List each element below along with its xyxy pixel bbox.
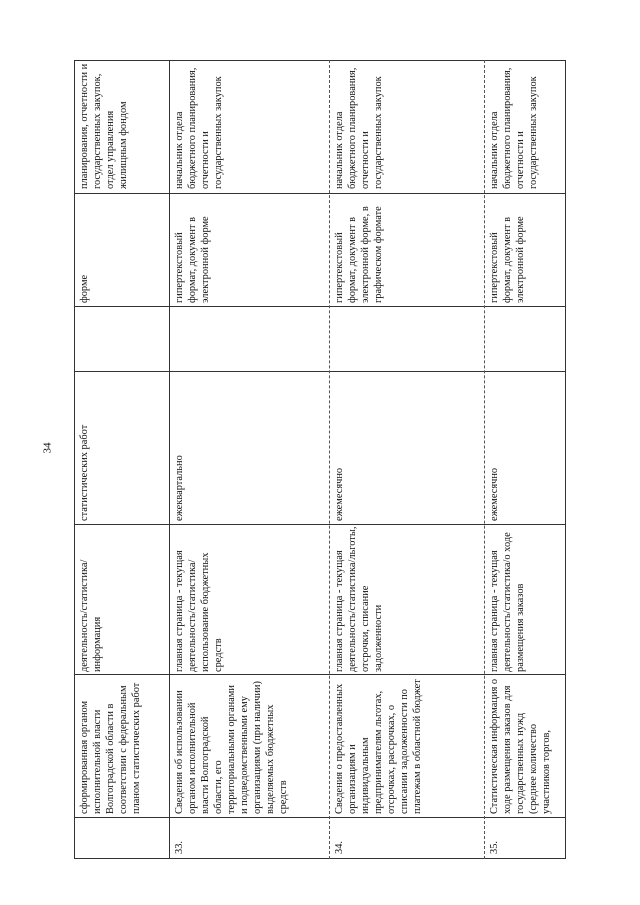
cell-format: гипертекстовый формат, документ в электронной форме, в графическом формате [334,206,384,303]
column-divider [74,371,566,372]
cell-responsible: начальник отдела бюджетного планирования, отчетности и государственных закупок [489,67,539,189]
cell-frequency: статистических работ [79,424,90,521]
cell-frequency: ежеквартально [174,455,185,521]
table-border-top [74,60,566,61]
column-divider [74,524,566,525]
cell-number: 35. [489,841,500,854]
cell-responsible: начальник отдела бюджетного планирования, отчетности и государственных закупок [334,67,384,189]
row-divider [484,60,485,859]
cell-format: гипертекстовый формат, документ в электронной форме [174,216,211,303]
cell-responsible: начальник отдела бюджетного планирования, отчетности и государственных закупок [174,67,224,189]
table-border-left [74,60,75,859]
cell-info: Сведения об использовании органом исполнительной власти Волгоградской области, его территориальными органами и подведомственными ему организациями (при наличии) выделяемых бюджетных средств [174,681,289,814]
cell-location: главная страница - текущая деятельность/статистика/использование бюджетных средств [174,550,224,672]
cell-number: 34. [334,841,345,854]
column-divider [74,306,566,307]
cell-info: сформированная органом исполнительной власти Волгоградской области в соответствии с федеральным планом статистических работ [79,682,142,814]
cell-info: Сведения о предоставленных организациям и индивидуальным предпринимателям льготах, отсрочках, рассрочках, о списании задолженности по платежам в областной бюджет [334,679,423,814]
column-divider [74,817,566,818]
column-divider [74,674,566,675]
table-border-right [565,60,566,859]
rotated-table [74,60,566,859]
cell-location: главная страница - текущая деятельность/статистика/льготы, отсрочки, списание задолженности [334,526,384,672]
page-number: 34 [41,442,53,454]
cell-location: деятельность/статистика/информация [79,559,103,672]
cell-location: главная страница - текущая деятельность/статистика/о ходе размещения заказов [489,532,526,672]
cell-format: форме [79,274,90,303]
cell-info: Статистическая информация о ходе размещения заказов для государственных нужд (среднее количество участников торгов, [489,678,552,814]
cell-number: 33. [174,841,185,854]
cell-frequency: ежемесячно [334,467,345,521]
table-border-bottom [74,858,566,859]
cell-responsible: планирования, отчетности и государственных закупок, отдел управления жилищным фондом [79,63,129,189]
row-divider [329,60,330,859]
cell-frequency: ежемесячно [489,467,500,521]
row-divider [169,60,170,859]
column-divider [74,193,566,194]
cell-format: гипертекстовый формат, документ в электронной форме [489,216,526,303]
